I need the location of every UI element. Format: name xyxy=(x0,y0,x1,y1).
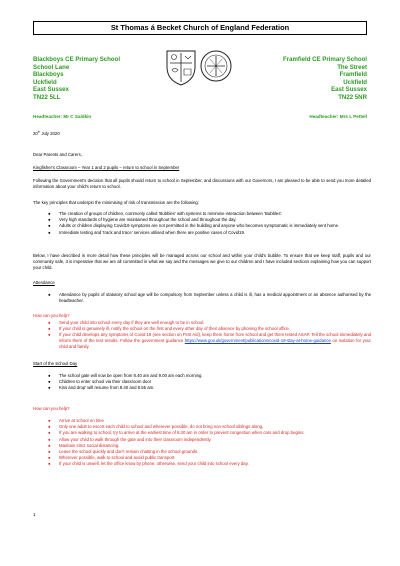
list-item xyxy=(33,211,371,217)
date-rest: July 2020 xyxy=(40,131,60,136)
list-item-text: Maintain strict social distancing. xyxy=(59,442,120,448)
list-item xyxy=(33,373,371,379)
guidance-link[interactable]: https://www.gov.uk/government/publications/covid-19-stay-at-home-guidance xyxy=(184,338,331,344)
list-item xyxy=(33,443,371,449)
address-line: TN22 5NR xyxy=(338,93,367,101)
list-item-text: Leave the school quickly and don't remain chatting in the school grounds. xyxy=(59,448,199,454)
federation-title: St Thomas á Becket Church of England Federation xyxy=(33,21,367,35)
bullet-icon: ● xyxy=(48,332,51,338)
bullet-icon: ● xyxy=(48,461,51,467)
address-line: TN22 5LL xyxy=(33,93,61,101)
list-item xyxy=(33,332,371,349)
list-item-text: The creation of groups of children, commonly called 'Bubbles' with systems to minimise interaction between 'Bubbles'. xyxy=(59,211,283,216)
list-item xyxy=(33,418,371,424)
list-item-text: If you are walking to school, try to arrive at the earliest time of 8.40 am in order to prevent congestion when cars and drop begins. xyxy=(59,430,305,436)
list-item-text: Arrive at school on time xyxy=(59,418,104,423)
left-headteacher: Headteacher: Mr C Saldkin xyxy=(33,114,92,119)
attendance-help-heading: How can you help? xyxy=(33,313,70,318)
list-item-text: If your child is unwell, let the office know by phone; otherwise, send your child into school every day. xyxy=(59,461,249,467)
school-crest-left-icon xyxy=(163,47,199,87)
list-item xyxy=(33,437,371,443)
list-item-text: Very high standards of hygiene are maintained throughout the school and throughout the day. xyxy=(59,217,237,223)
address-line: Framfield xyxy=(339,71,367,79)
left-school-address xyxy=(33,56,120,102)
bullet-icon: ● xyxy=(48,223,51,229)
greeting: Dear Parents and Carers, xyxy=(33,152,82,157)
list-item xyxy=(33,455,371,461)
list-item xyxy=(33,217,371,223)
bullet-icon: ● xyxy=(48,379,51,385)
address-line: Blackboys xyxy=(33,71,64,79)
list-item-text: Allow your child to walk through the gate and into their classroom independently. xyxy=(59,436,212,442)
list-item xyxy=(33,292,371,304)
list-item-text: Wherever possible, walk to school and avoid public transport. xyxy=(59,455,176,461)
bullet-icon: ● xyxy=(48,442,51,448)
start-help-heading: How can you help? xyxy=(33,406,70,411)
bullet-icon: ● xyxy=(48,320,51,325)
attendance-help-list xyxy=(33,320,371,350)
address-line: Blackboys CE Primary School xyxy=(33,56,121,63)
address-line: School Lane xyxy=(33,63,70,71)
bullet-icon: ● xyxy=(48,385,51,391)
bullet-icon: ● xyxy=(48,424,51,430)
list-item xyxy=(33,326,371,332)
address-line: Framfield CE Primary School xyxy=(283,56,367,63)
list-item xyxy=(33,461,371,467)
right-school-address xyxy=(283,56,367,102)
start-help-list xyxy=(33,418,371,468)
principles-list xyxy=(33,211,371,236)
address-line: The Street xyxy=(337,63,367,71)
bullet-icon: ● xyxy=(48,292,51,297)
letter-subject: Kingfisher's Classroom – Year 1 and 2 pupils – return to school in September xyxy=(33,165,180,170)
list-item xyxy=(33,430,371,436)
list-item-text: Immediate testing and 'track and trace' services utilised when there are positive cases of Covid19. xyxy=(59,229,246,235)
list-item-text: Adults or children displaying Covid19 symptoms are not permitted in the building and anyone who becomes symptomatic is immediately sent home. xyxy=(59,223,340,229)
bullet-icon: ● xyxy=(48,211,51,216)
school-crest-right-icon xyxy=(198,47,234,87)
list-item xyxy=(33,424,371,430)
date-suffix: th xyxy=(37,129,41,134)
list-item xyxy=(33,223,371,229)
bullet-icon: ● xyxy=(48,430,51,436)
bullet-icon: ● xyxy=(48,418,51,423)
list-item-text: If your child is genuinely ill, notify the school on the first and every other day of their absence by phoning the school office. xyxy=(59,326,291,332)
list-item-text: Children to enter school via their classroom door xyxy=(59,379,152,385)
start-of-day-heading: Start of the School Day xyxy=(33,361,78,366)
date-day: 20 xyxy=(33,131,38,136)
list-item xyxy=(33,379,371,385)
letter-date xyxy=(33,131,60,137)
list-item xyxy=(33,449,371,455)
address-line: East Sussex xyxy=(33,86,69,94)
start-of-day-list xyxy=(33,373,371,392)
attendance-list xyxy=(33,292,371,304)
list-item-text: If your child develops any symptoms of Covid 19 (see section on First Aid), keep them home from school and get them tested ASAP. Tell the school immediately and inform them of the test results. Follow the government guidance xyxy=(59,332,371,344)
principles-intro: The key principles that underpin the minimising of risk of transmission are the following: xyxy=(33,200,199,205)
bullet-icon: ● xyxy=(48,455,51,461)
attendance-heading: Attendance xyxy=(33,280,55,285)
bullet-icon: ● xyxy=(48,373,51,378)
page-number: 1 xyxy=(33,512,36,517)
list-item-text: on isolation for your child and family. xyxy=(59,338,371,349)
intro-paragraph: Following the Government's decision that all pupils should return to school in September, and discussions with our Governors, I am pleased to be able to send you more detailed information about your child's return to school. xyxy=(33,178,371,189)
list-item xyxy=(33,320,371,326)
bullet-icon: ● xyxy=(48,217,51,223)
list-item-text: The school gate will now be open from 8.40 am and 9.00 am each morning. xyxy=(59,373,203,378)
list-item-text: Kiss and drop' will resume from 8.40 and 8.55 am. xyxy=(59,385,155,391)
bullet-icon: ● xyxy=(48,448,51,454)
address-line: East Sussex xyxy=(331,86,367,94)
list-item-text: Send your child into school every day if they are well enough to be in school. xyxy=(59,320,205,325)
list-item-text: Only one adult to escort each child to school and wherever possible, do not bring non-school siblings along. xyxy=(59,424,264,430)
bullet-icon: ● xyxy=(48,436,51,442)
list-item xyxy=(33,385,371,391)
address-line: Uckfield xyxy=(343,78,367,86)
list-item xyxy=(33,230,371,236)
bullet-icon: ● xyxy=(48,326,51,332)
details-paragraph: Below, I have described in more detail how these principles will be managed across our school and within your child's bubble. To ensure that we keep staff, pupils and our community safe, it is imperative that we are all committed in what we say and the messages we give to our children and I have included sections explaining how you can support your child. xyxy=(33,253,371,270)
list-item-text: Attendance by pupils of statutory school age will be compulsory from September unless a child is ill, has a medical appointment or an absence authorised by the headteacher. xyxy=(59,292,371,303)
bullet-icon: ● xyxy=(48,229,51,235)
address-line: Uckfield xyxy=(33,78,57,86)
right-headteacher: Headteacher: Mrs L Pettell xyxy=(309,114,367,119)
